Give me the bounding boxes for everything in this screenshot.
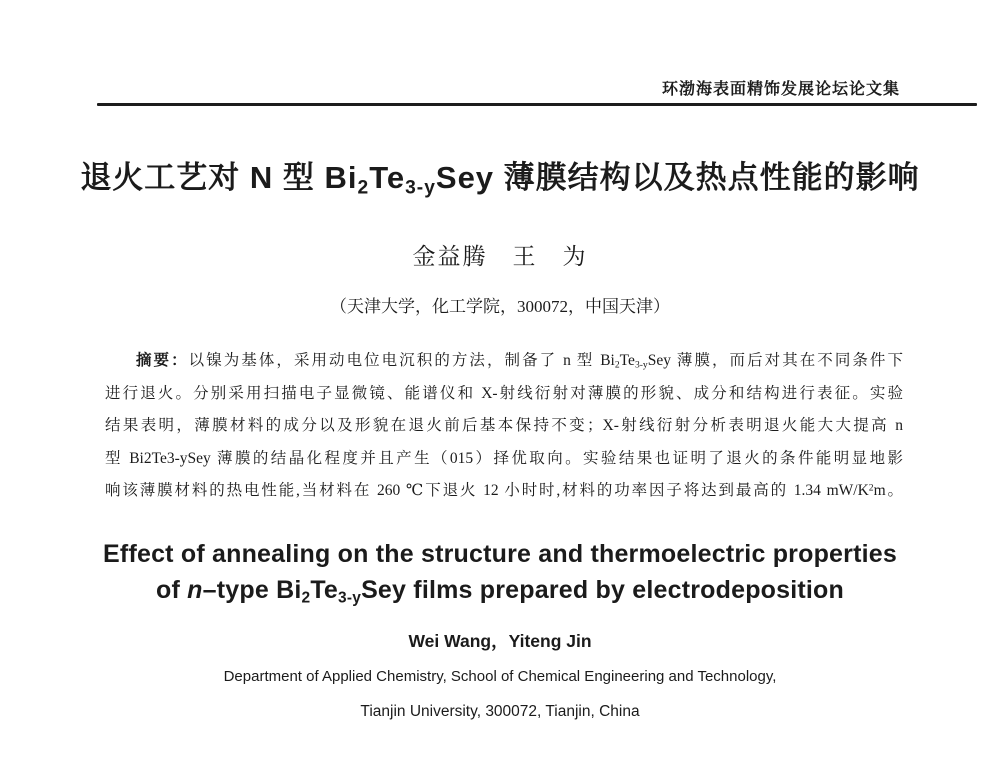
abstract-line-3: 结果表明，薄膜材料的成分以及形貌在退火前后基本保持不变；X-射线衍射分析表明退火能大大提高 n (105, 417, 903, 434)
paper-title-en-line1: Effect of annealing on the structure and thermoelectric properties (103, 540, 897, 568)
paper-title-en (0, 536, 1000, 608)
abstract-line-5: 响该薄膜材料的热电性能,当材料在 260 ℃下退火 12 小时时,材料的功率因子将达到最高的 1.34 $mW/K^2m$。 (105, 482, 904, 499)
paper-title-en-line2: of n–type $Bi_2Te_{3-y}Sey$ films prepared by electrodeposition (155, 576, 844, 607)
abstract-line-1: 摘要：以镍为基体，采用动电位电沉积的方法，制备了 n 型 $Bi_2Te_{3-y}Sey$ 薄膜，而后对其在不同条件下 (136, 352, 903, 371)
abstract-line-4: 型 Bi2Te3-ySey 薄膜的结晶化程度并且产生（015）择优取向。实验结果也证明了退火的条件能明显地影 (105, 449, 903, 467)
authors-en: Wei Wang，Yiteng Jin (408, 631, 592, 651)
abstract-line-2: 进行退火。分别采用扫描电子显微镜、能谱仪和 X-射线衍射对薄膜的形貌、成分和结构进行表征。实验 (105, 384, 903, 402)
authors-zh: 金益腾 王 为 (412, 244, 588, 269)
header-rule (97, 103, 977, 106)
abstract-zh (105, 345, 903, 508)
affiliation-zh: （天津大学，化工学院，300072，中国天津） (330, 297, 670, 316)
affiliation-en-university: Tianjin University, 300072, Tianjin, China (360, 703, 640, 720)
paper-title-zh: 退火工艺对 N 型 $Bi_2Te_{3-y}Sey$ 薄膜结构以及热点性能的影响 (80, 160, 920, 199)
affiliation-en-department: Department of Applied Chemistry, School of Chemical Engineering and Technology, (223, 668, 777, 685)
proceedings-header-title: 环渤海表面精饰发展论坛论文集 (661, 81, 900, 98)
